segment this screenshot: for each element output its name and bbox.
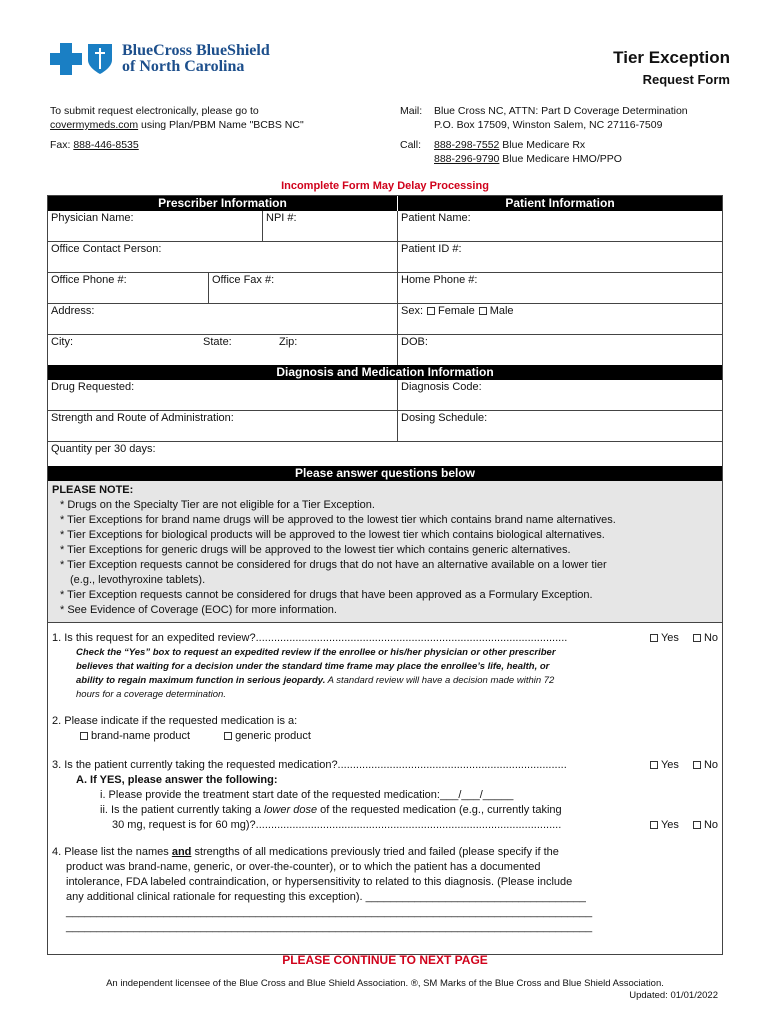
note-item: * Tier Exception requests cannot be considered for drugs that do not have an alternative available on a lower tier <box>60 559 607 571</box>
male-checkbox[interactable] <box>479 307 487 315</box>
call1-number[interactable]: 888-298-7552 <box>434 139 500 151</box>
note-item: * Drugs on the Specialty Tier are not eligible for a Tier Exception. <box>60 499 375 511</box>
brand-name <box>122 43 270 75</box>
q1-bold-2: believes that waiting for a decision under the standard time frame may place the enrollee’s life, health, or <box>76 661 550 672</box>
yes-label: Yes <box>660 759 679 771</box>
brand-line1: BlueCross BlueShield <box>122 42 270 59</box>
updated-date: Updated: 01/01/2022 <box>629 990 718 1001</box>
call2-text: Blue Medicare HMO/PPO <box>499 153 622 165</box>
q4-and: and <box>171 846 192 858</box>
q1-instructions <box>52 646 718 702</box>
generic-label: generic product <box>235 730 311 742</box>
q1-text: 1. Is this request for an expedited review?...................................................................................................... <box>52 632 568 644</box>
questions-header: Please answer questions below <box>48 466 722 481</box>
prescriber-header: Prescriber Information <box>48 196 397 211</box>
drug-requested-field[interactable]: Drug Requested: <box>51 381 135 393</box>
question-4 <box>52 845 718 860</box>
brand-name-checkbox[interactable] <box>80 732 88 740</box>
q3-a: A. If YES, please answer the following: <box>76 774 278 786</box>
strength-route-field[interactable]: Strength and Route of Administration: <box>51 412 234 424</box>
q4-line6[interactable]: ______________________________________________________________________________________ <box>66 921 593 933</box>
diagnosis-header: Diagnosis and Medication Information <box>48 365 722 380</box>
q4-line3: intolerance, FDA labeled contraindication, or hypersensitivity to related to this diagnosis. (Please include <box>66 876 573 888</box>
male-label: Male <box>489 305 514 317</box>
sex-field <box>397 304 722 334</box>
please-note <box>48 481 722 622</box>
note-item: * See Evidence of Coverage (EOC) for more information. <box>60 604 337 616</box>
q1-bold-3: ability to regain maximum function in serious jeopardy. <box>76 675 326 686</box>
cross-icon <box>50 43 82 75</box>
q1-rest-4: hours for a coverage determination. <box>76 689 226 700</box>
dob-field[interactable]: DOB: <box>397 335 722 365</box>
office-contact-field[interactable]: Office Contact Person: <box>51 243 162 255</box>
fax-number[interactable]: 888-446-8535 <box>73 139 139 151</box>
shield-icon <box>86 42 114 76</box>
sex-label: Sex: <box>401 305 424 317</box>
request-form <box>47 195 723 955</box>
q2-options <box>52 729 718 744</box>
brand-line2: of North Carolina <box>122 58 245 75</box>
form-title <box>613 48 730 87</box>
female-label: Female <box>438 305 475 317</box>
female-checkbox[interactable] <box>427 307 435 315</box>
mail-call-info <box>400 104 688 166</box>
q1-yes-checkbox[interactable] <box>650 634 658 642</box>
warning-text: Incomplete Form May Delay Processing <box>281 180 489 192</box>
q1-rest-3: A standard review will have a decision made within 72 <box>325 675 555 686</box>
q3-yes-checkbox[interactable] <box>650 761 658 769</box>
no-label: No <box>703 759 718 771</box>
note-item: * Tier Exception requests cannot be considered for drugs that have been approved as a Formulary Exception. <box>60 589 593 601</box>
call2-number[interactable]: 888-296-9790 <box>434 153 500 165</box>
q3-no-checkbox[interactable] <box>693 761 701 769</box>
dosing-schedule-field[interactable]: Dosing Schedule: <box>397 411 722 441</box>
brand-name-label: brand-name product <box>91 730 191 742</box>
submit-rest: using Plan/PBM Name "BCBS NC" <box>138 119 304 131</box>
question-1 <box>52 631 718 646</box>
diagnosis-code-field[interactable]: Diagnosis Code: <box>397 380 722 410</box>
q3-i: i. Please provide the treatment start date of the requested medication:___/___/_____ <box>100 789 514 801</box>
submit-info <box>50 104 304 152</box>
mail-line2: P.O. Box 17509, Winston Salem, NC 27116-7509 <box>434 119 663 131</box>
q3-ii-b: lower dose <box>263 804 318 816</box>
note-item: * Tier Exceptions for biological products will be approved to the lowest tier which contains biological alternatives. <box>60 529 605 541</box>
q4-b: strengths of all medications previously tried and failed (please specify if the <box>191 846 559 858</box>
address-field[interactable]: Address: <box>51 305 95 317</box>
patient-id-field[interactable]: Patient ID #: <box>397 242 722 272</box>
footer-text: An independent licensee of the Blue Cross and Blue Shield Association. ®, SM Marks of the Blue Cross and Blue Shield Association. <box>106 978 664 989</box>
question-3 <box>52 758 718 773</box>
home-phone-field[interactable]: Home Phone #: <box>397 273 722 303</box>
fax-label: Fax: <box>50 139 74 151</box>
city-field[interactable]: City: <box>51 336 73 348</box>
q3ii-no-checkbox[interactable] <box>693 821 701 829</box>
zip-field[interactable]: Zip: <box>279 336 298 348</box>
patient-header: Patient Information <box>397 196 722 211</box>
continue-notice: PLEASE CONTINUE TO NEXT PAGE <box>282 953 488 967</box>
q4-line4[interactable]: any additional clinical rationale for requesting this exception). ____________________________________ <box>66 891 586 903</box>
yes-label: Yes <box>660 632 679 644</box>
q4-line5[interactable]: ______________________________________________________________________________________ <box>66 906 593 918</box>
q3-ii-d: 30 mg, request is for 60 mg)?.................................................................................................... <box>112 819 562 831</box>
q3-ii-a: ii. Is the patient currently taking a <box>100 804 264 816</box>
physician-name-field[interactable]: Physician Name: <box>51 212 134 224</box>
mail-line1: Blue Cross NC, ATTN: Part D Coverage Determination <box>434 105 688 117</box>
state-field[interactable]: State: <box>203 336 232 348</box>
covermymeds-link[interactable]: covermymeds.com <box>50 119 139 131</box>
call1-text: Blue Medicare Rx <box>499 139 586 151</box>
q3-ii-c: of the requested medication (e.g., currently taking <box>317 804 562 816</box>
note-item: * Tier Exceptions for brand name drugs will be approved to the lowest tier which contains brand name alternatives. <box>60 514 616 526</box>
no-label: No <box>703 632 718 644</box>
bcbs-logo <box>50 42 270 76</box>
q4-a: 4. Please list the names <box>52 846 172 858</box>
npi-field[interactable]: NPI #: <box>262 211 397 241</box>
questions-section <box>48 622 722 954</box>
title-sub: Request Form <box>642 72 730 87</box>
q4-line2: product was brand-name, generic, or over-the-counter), or to which the patient has a documented <box>66 861 541 873</box>
generic-checkbox[interactable] <box>224 732 232 740</box>
q3-ii-line2 <box>52 818 718 833</box>
q3-text: 3. Is the patient currently taking the requested medication?........................................................................... <box>52 759 567 771</box>
call-label: Call: <box>400 139 422 151</box>
patient-name-field[interactable]: Patient Name: <box>397 211 722 241</box>
mail-label: Mail: <box>400 105 423 117</box>
submit-text: To submit request electronically, please go to <box>50 105 259 117</box>
q1-bold-1: Check the “Yes” box to request an expedited review if the enrollee or his/her physician or other prescriber <box>76 647 556 658</box>
q1-no-checkbox[interactable] <box>693 634 701 642</box>
note-item: * Tier Exceptions for generic drugs will be approved to the lowest tier which contains generic alternatives. <box>60 544 571 556</box>
office-phone-field[interactable]: Office Phone #: <box>51 274 127 286</box>
quantity-field[interactable]: Quantity per 30 days: <box>51 443 156 455</box>
yes-label: Yes <box>660 819 679 831</box>
no-label: No <box>703 819 718 831</box>
q3ii-yes-checkbox[interactable] <box>650 821 658 829</box>
q3-ii <box>52 803 718 818</box>
title-main: Tier Exception <box>613 48 730 67</box>
q2-text: 2. Please indicate if the requested medication is a: <box>52 715 298 727</box>
note-heading: PLEASE NOTE: <box>52 484 134 496</box>
office-fax-field[interactable]: Office Fax #: <box>208 273 397 303</box>
note-item: (e.g., levothyroxine tablets). <box>70 574 206 586</box>
